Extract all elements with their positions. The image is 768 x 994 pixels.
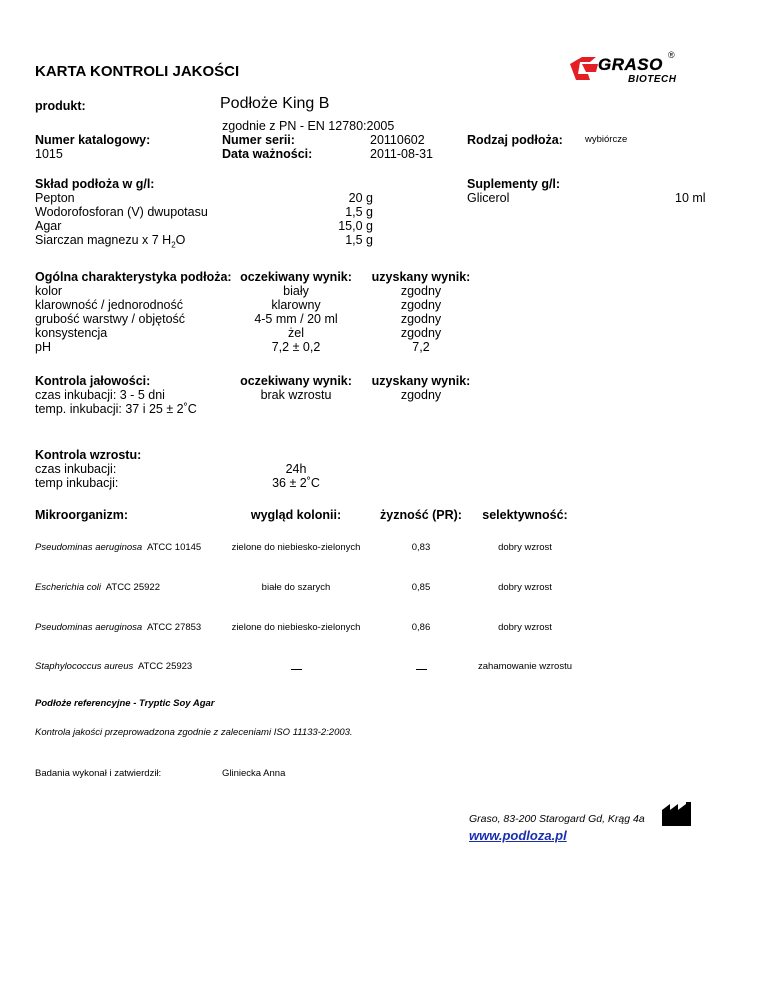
series-label: Numer serii:	[222, 133, 295, 147]
micro-header-organism: Mikroorganizm:	[35, 508, 129, 522]
composition-header: Skład podłoża w g/l:	[35, 177, 155, 191]
expiry-label: Data ważności:	[222, 147, 313, 161]
graso-biotech-logo	[568, 50, 688, 94]
catalog-value: 1015	[35, 147, 63, 161]
growth-time-value: 24h	[285, 462, 307, 476]
product-standard: zgodnie z PN - EN 12780:2005	[222, 119, 395, 133]
general-param: konsystencja	[35, 326, 108, 340]
obtained-value: zgodny	[400, 388, 442, 402]
micro-header-colony: wygląd kolonii:	[250, 508, 342, 522]
obtained-value: 7,2	[412, 340, 430, 354]
general-param: grubość warstwy / objętość	[35, 312, 186, 326]
micro-row-selectivity: dobry wzrost	[498, 622, 552, 633]
micro-header-selectivity: selektywność:	[482, 508, 568, 522]
composition-item-amount: 1,5 g	[345, 233, 373, 247]
sterility-line: temp. inkubacji: 37 i 25 ± 2˚C	[35, 402, 197, 416]
micro-row-pr-empty	[365, 661, 477, 673]
growth-values	[236, 462, 356, 490]
supplement-name: Glicerol	[467, 191, 510, 205]
obtained-value: zgodny	[400, 284, 442, 298]
obtained-value: zgodny	[400, 298, 442, 312]
general-obtained-column	[365, 270, 477, 354]
page-title: KARTA KONTROLI JAKOŚCI	[35, 63, 240, 80]
composition-item-name: Pepton	[35, 191, 75, 205]
sterility-expected-column	[236, 374, 356, 402]
micro-row-organism: Pseudominas aeruginosa ATCC 27853	[35, 622, 202, 633]
micro-row-pr: 0,85	[411, 582, 431, 593]
expiry-value: 2011-08-31	[370, 147, 434, 161]
obtained-header: uzyskany wynik:	[371, 374, 471, 388]
product-name: Podłoże King B	[220, 95, 330, 112]
obtained-value: zgodny	[400, 312, 442, 326]
growth-time-label: czas inkubacji:	[35, 462, 117, 476]
product-label: produkt:	[35, 99, 86, 113]
growth-temp-value: 36 ± 2˚C	[272, 476, 320, 490]
general-param: kolor	[35, 284, 63, 298]
micro-header-productivity: żyzność (PR):	[380, 508, 462, 522]
micro-row-organism: Staphylococcus aureus ATCC 25923	[35, 661, 193, 672]
sterility-header: Kontrola jałowości:	[35, 374, 151, 388]
micro-row-pr: 0,83	[411, 542, 431, 553]
general-expected-column	[236, 270, 356, 354]
composition-names	[35, 191, 208, 253]
general-header: Ogólna charakterystyka podłoża:	[35, 270, 232, 284]
micro-row-selectivity: dobry wzrost	[498, 542, 552, 553]
general-params	[35, 270, 232, 354]
qc-note: Kontrola jakości przeprowadzona zgodnie z zaleceniami ISO 11133-2:2003.	[35, 727, 353, 738]
medium-type-label: Rodzaj podłoża:	[467, 133, 563, 147]
micro-row-pr: 0,86	[411, 622, 431, 633]
company-address: Graso, 83-200 Starogard Gd, Krąg 4a	[469, 813, 645, 825]
composition-item-name: Siarczan magnezu x 7 $H_2O$	[35, 233, 186, 250]
expected-value: klarowny	[271, 298, 321, 312]
expected-value: brak wzrostu	[260, 388, 332, 402]
micro-row-organism: Escherichia coli ATCC 25922	[35, 582, 160, 593]
general-param: klarowność / jednorodność	[35, 298, 183, 312]
expected-value: 4-5 mm / 20 ml	[254, 312, 338, 326]
composition-item-name: Wodorofosforan (V) dwupotasu	[35, 205, 208, 219]
expected-value: żel	[288, 326, 304, 340]
reference-medium: Podłoże referencyjne - Tryptic Soy Agar	[35, 698, 215, 709]
sterility-obtained-column	[365, 374, 477, 402]
composition-item-name: Agar	[35, 219, 62, 233]
expected-header: oczekiwany wynik:	[240, 374, 352, 388]
performed-label: Badania wykonał i zatwierdził:	[35, 768, 162, 779]
micro-row-selectivity: dobry wzrost	[498, 582, 552, 593]
expected-value: biały	[283, 284, 309, 298]
supplement-amount: 10 ml	[675, 191, 706, 205]
micro-row-organism: Pseudominas aeruginosa ATCC 10145	[35, 542, 202, 553]
empty-dash	[416, 669, 427, 670]
micro-row-colony-empty	[211, 661, 381, 673]
composition-item-amount: 20 g	[348, 191, 373, 205]
general-param: pH	[35, 340, 51, 354]
composition-amounts	[300, 191, 373, 247]
logo-brand: GRASO	[598, 55, 663, 74]
expected-header: oczekiwany wynik:	[240, 270, 352, 284]
growth-header: Kontrola wzrostu:	[35, 448, 142, 462]
composition-item-amount: 1,5 g	[345, 205, 373, 219]
catalog-label: Numer katalogowy:	[35, 133, 151, 147]
sterility-line: czas inkubacji: 3 - 5 dni	[35, 388, 165, 402]
empty-dash	[291, 669, 302, 670]
logo-sub: BIOTECH	[628, 74, 677, 85]
sterility-block	[35, 374, 197, 416]
medium-type-value: wybiórcze	[585, 134, 628, 145]
obtained-header: uzyskany wynik:	[371, 270, 471, 284]
expected-value: 7,2 ± 0,2	[271, 340, 321, 354]
supplements-header: Suplementy g/l:	[467, 177, 561, 191]
logo-registered-mark: ®	[668, 50, 675, 60]
micro-row-colony: zielone do niebiesko-zielonych	[231, 622, 361, 633]
manufacturer-icon	[660, 800, 694, 828]
composition-item-amount: 15,0 g	[338, 219, 373, 233]
obtained-value: zgodny	[400, 326, 442, 340]
micro-row-colony: zielone do niebiesko-zielonych	[231, 542, 361, 553]
growth-temp-label: temp inkubacji:	[35, 476, 119, 490]
micro-row-colony: białe do szarych	[261, 582, 331, 593]
series-value: 20110602	[370, 133, 425, 147]
growth-block	[35, 448, 141, 490]
micro-row-selectivity: zahamowanie wzrostu	[478, 661, 572, 672]
website-link[interactable]: www.podloza.pl	[469, 828, 567, 843]
performed-by: Gliniecka Anna	[222, 768, 286, 779]
